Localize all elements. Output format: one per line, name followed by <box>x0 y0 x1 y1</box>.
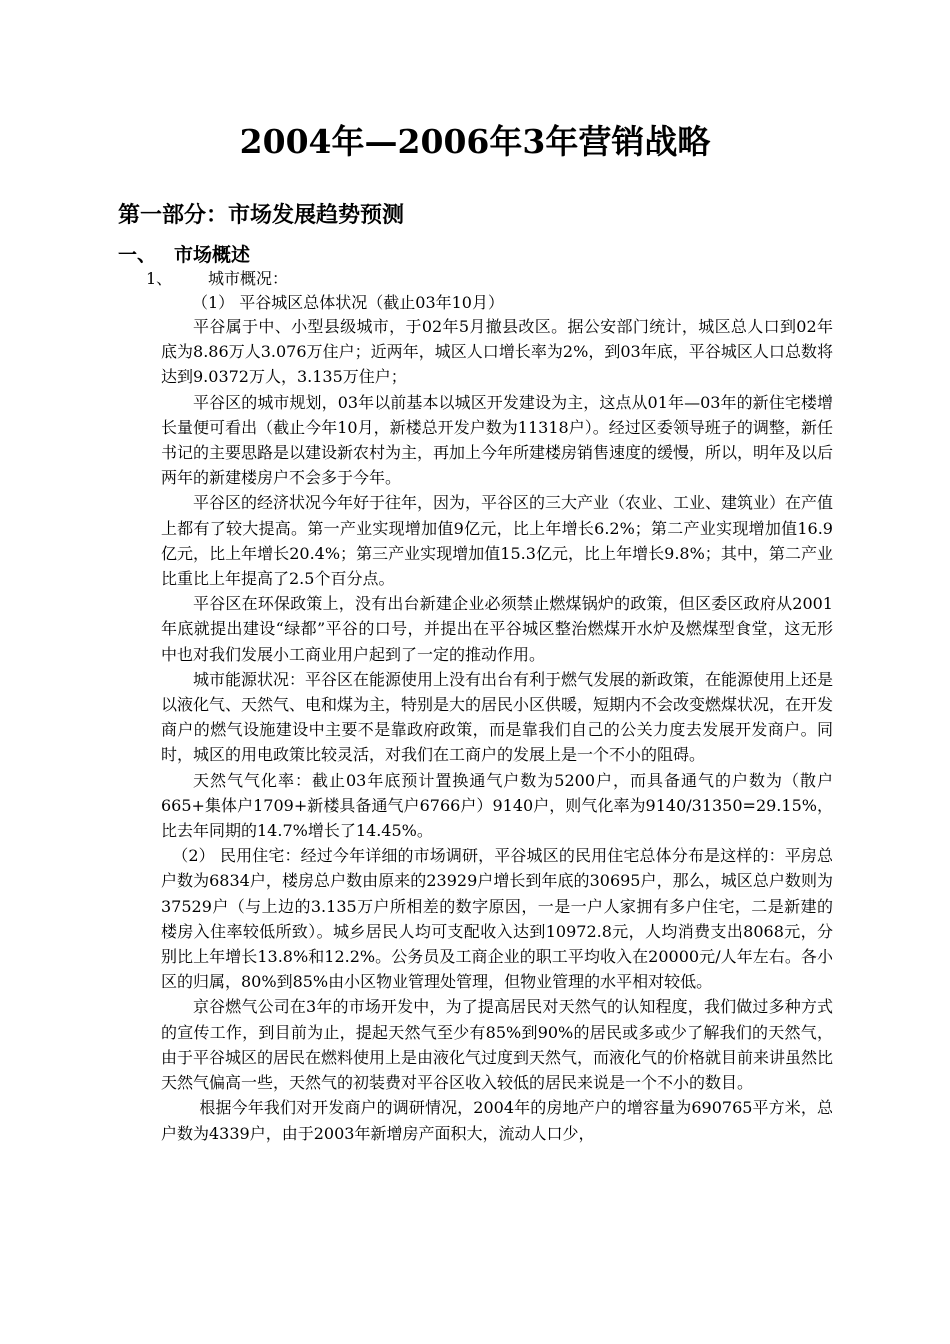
paragraph: 平谷属于中、小型县级城市，于02年5月撤县改区。据公安部门统计，城区总人口到02年底为8.86万人3.076万住户；近两年，城区人口增长率为2%，到03年底，平谷城区人口总数将达到9.0372万人，3.135万住户； <box>161 317 833 387</box>
paragraph: 平谷区在环保政策上，没有出台新建企业必须禁止燃煤锅炉的政策，但区委区政府从2001年底就提出建设“绿都”平谷的口号，并提出在平谷城区整治燃煤开水炉及燃煤型食堂，这无形中也对我们发展小工商业用户起到了一定的推动作用。 <box>161 594 833 664</box>
paragraph: 根据今年我们对开发商户的调研情况，2004年的房地产户的增容量为690765平方米，总户数为4339户，由于2003年新增房产面积大，流动人口少， <box>161 1098 833 1143</box>
paragraph: 平谷区的城市规划，03年以前基本以城区开发建设为主，这点从01年—03年的新住宅楼增长量便可看出（截止今年10月，新楼总开发户数为11318户）。经过区委领导班子的调整，新任书记的主要思路是以建设新农村为主，再加上今年所建楼房销售速度的缓慢，所以，明年及以后两年的新建楼房户不会多于今年。 <box>161 392 834 488</box>
subsection-number: 1、 <box>146 269 173 288</box>
subsection-heading <box>146 266 288 289</box>
paragraph: 城市能源状况：平谷区在能源使用上没有出台有利于燃气发展的新政策，在能源使用上还是以液化气、天然气、电和煤为主，特别是大的居民小区供暖，短期内不会改变燃煤状况，在开发商户的燃气设施建设中主要不是靠政府政策，而是靠我们自己的公关力度去发展开发商户。同时，城区的用电政策比较灵活，对我们在工商户的发展上是一个不小的阻碍。 <box>161 669 834 765</box>
paragraph: （2） 民用住宅：经过今年详细的市场调研，平谷城区的民用住宅总体分布是这样的：平房总户数为6834户，楼房总户数由原来的23929户增长到年底的30695户，那么，城区总户数则为37529户（与上边的3.135万户所相差的数字原因，一是一户人家拥有多户住宅，二是新建的楼房入住率较低所致）。城乡居民人均可支配收入达到10972.8元，人均消费支出8068元，分别比上年增长13.8%和12.2%。公务员及工商企业的职工平均收入在20000元/人年左右。各小区的归属，80%到85%由小区物业管理处管理，但物业管理的水平相对较低。 <box>161 846 833 992</box>
section-heading <box>118 240 250 267</box>
paragraph: 平谷区的经济状况今年好于往年，因为，平谷区的三大产业（农业、工业、建筑业）在产值上都有了较大提高。第一产业实现增加值9亿元，比上年增长6.2%；第二产业实现增加值16.9亿元，比上年增长20.4%；第三产业实现增加值15.3亿元，比上年增长9.8%；其中，第二产业比重比上年提高了2.5个百分点。 <box>161 493 834 589</box>
part-heading: 第一部分：市场发展趋势预测 <box>118 202 405 228</box>
section-label: 市场概述 <box>174 244 251 266</box>
section-number: 一、 <box>118 244 157 266</box>
subsection-label: 城市概况： <box>208 269 289 288</box>
paragraph: 天然气气化率：截止03年底预计置换通气户数为5200户，而具备通气的户数为（散户665+集体户1709+新楼具备通气户6766户）9140户，则气化率为9140/31350=29.15%，比去年同期的14.7%增长了14.45%。 <box>161 770 833 841</box>
document-title: 2004年—2006年3年营销战略 <box>239 122 711 161</box>
item-heading: （1） 平谷城区总体状况（截止03年10月） <box>192 293 504 312</box>
body-text <box>161 314 833 1146</box>
paragraph: 京谷燃气公司在3年的市场开发中，为了提高居民对天然气的认知程度，我们做过多种方式的宣传工作，到目前为止，提起天然气至少有85%到90%的居民或多或少了解我们的天然气，由于平谷城区的居民在燃料使用上是由液化气过度到天然气，而液化气的价格就目前来讲虽然比天然气偏高一些，天然气的初装费对平谷区收入较低的居民来说是一个不小的数目。 <box>161 997 834 1093</box>
